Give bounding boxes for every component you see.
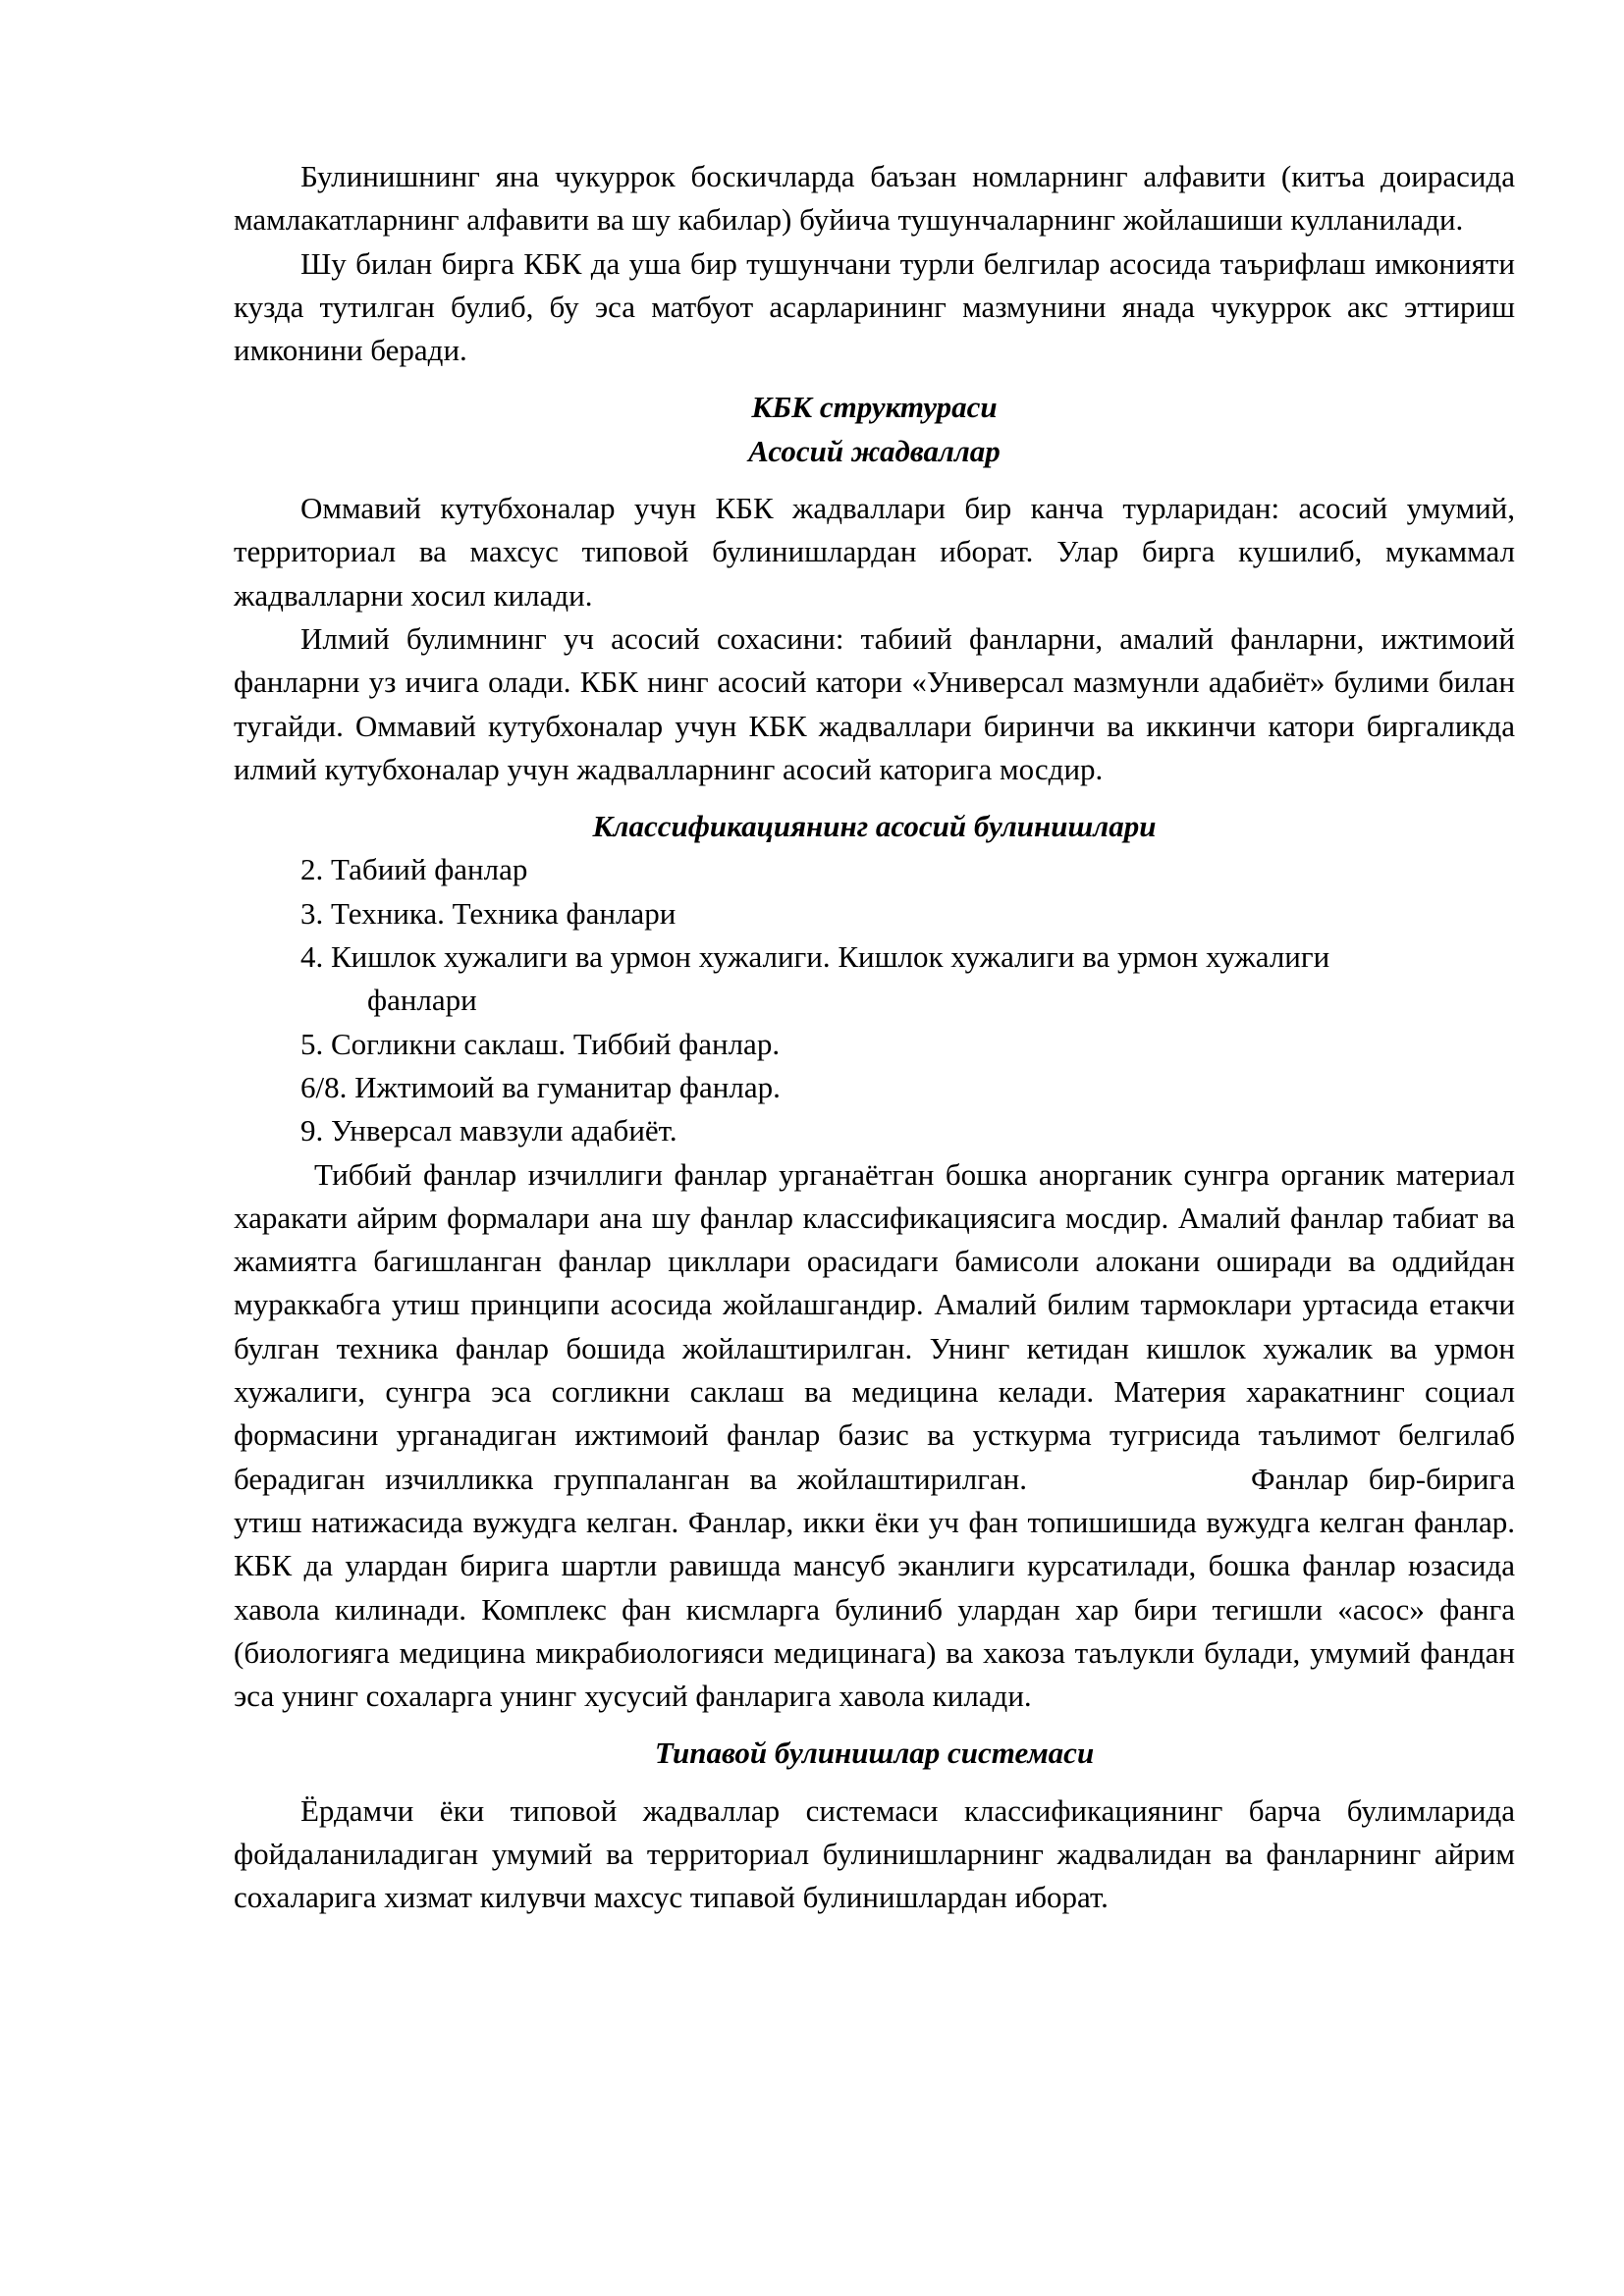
document-page	[234, 155, 1515, 1920]
list-item: 9. Унверсал мавзули адабиёт.	[300, 1113, 677, 1148]
divisions-paragraph	[234, 1153, 1515, 1719]
list-item	[234, 935, 1515, 1023]
typical-paragraph: Ёрдамчи ёки типовой жадваллар системаси классификациянинг барча булимларида фойдаланиладиган умумий ва территориал булинишларнинг жадвалидан ва фанларнинг айрим сохаларига хизмат килувчи махсус типавой булинишлардан иборат.	[234, 1792, 1515, 1915]
heading-classification-divisions: Классификациянинг асосий булинишлари	[592, 809, 1157, 844]
divisions-paragraph-part-2: Фанлар бир-бирига утиш натижасида вужудга келган. Фанлар, икки ёки уч фан топишишида вужудга келган фанлар. КБК да улардан бирига шартли равишда мансуб эканлиги курсатилади, бошка фанлар юзасида хавола килинади. Комплекс фан кисмларга булиниб улардан хар бири тегишли «асос» фанга (биологияга медицина микрабиологияси медицинага) ва хакоза таълукли булади, умумий фандан эса унинг сохаларга унинг хусусий фанларига хавола килади.	[234, 1461, 1515, 1714]
intro-paragraph-2: Шу билан бирга КБК да уша бир тушунчани турли белгилар асосида таърифлаш имконияти кузда тутилган булиб, бу эса матбуот асарларининг мазмунини янада чукуррок акс эттириш имконини беради.	[234, 245, 1515, 368]
main-tables-paragraph-1: Оммавий кутубхоналар учун КБК жадваллари бир канча турларидан: асосий умумий, территориал ва махсус типовой булинишлардан иборат. Улар бирга кушилиб, мукаммал жадвалларни хосил килади.	[234, 491, 1515, 613]
heading-kbk-structure: КБК структураси	[751, 390, 998, 425]
list-item: 5. Согликни саклаш. Тиббий фанлар.	[300, 1026, 781, 1061]
list-item: 2. Табиий фанлар	[300, 852, 528, 887]
heading-main-tables: Асосий жадваллар	[748, 433, 1001, 468]
divisions-list	[234, 848, 1515, 1152]
heading-typical-divisions: Типавой булинишлар системаси	[654, 1735, 1095, 1771]
main-tables-paragraph-2: Илмий булимнинг уч асосий сохасини: табиий фанларни, амалий фанларни, ижтимоий фанларни уз ичига олади. КБК нинг асосий катори «Универсал мазмунли адабиёт» булими билан тугайди. Оммавий кутубхоналар учун КБК жадваллари биринчи ва иккинчи катори биргаликда илмий кутубхоналар учун жадвалларнинг асосий каторига мосдир.	[234, 620, 1515, 786]
list-item-continuation: фанлари	[367, 983, 477, 1018]
intro-paragraph-1: Булинишнинг яна чукуррок боскичларда баъзан номларнинг алфавити (китъа доирасида мамлакатларнинг алфавити ва шу кабилар) буйича тушунчаларнинг жойлашиши кулланилади.	[234, 159, 1515, 238]
list-item-text: 4. Кишлок хужалиги ва урмон хужалиги. Кишлок хужалиги ва урмон хужалиги	[300, 939, 1330, 975]
list-item: 3. Техника. Техника фанлари	[300, 895, 677, 931]
list-item: 6/8. Ижтимоий ва гуманитар фанлар.	[300, 1069, 781, 1104]
divisions-paragraph-part-1: Тиббий фанлар изчиллиги фанлар урганаётган бошка анорганик сунгра органик материал харакати айрим формалари ана шу фанлар классификациясига мосдир. Амалий фанлар табиат ва жамиятга багишланган фанлар цикллари орасидаги бамисоли алокани оширади ва оддийдан мураккабга утиш принципи асосида жойлашгандир. Амалий билим тармоклари уртасида етакчи булган техника фанлар бошида жойлаштирилган. Унинг кетидан кишлок хужалик ва урмон хужалиги, сунгра эса согликни саклаш ва медицина келади. Материя харакатнинг социал формасини урганадиган ижтимоий фанлар базис ва усткурма тугрисида таълимот белгилаб берадиган изчилликка группаланган ва жойлаштирилган.	[234, 1156, 1515, 1496]
